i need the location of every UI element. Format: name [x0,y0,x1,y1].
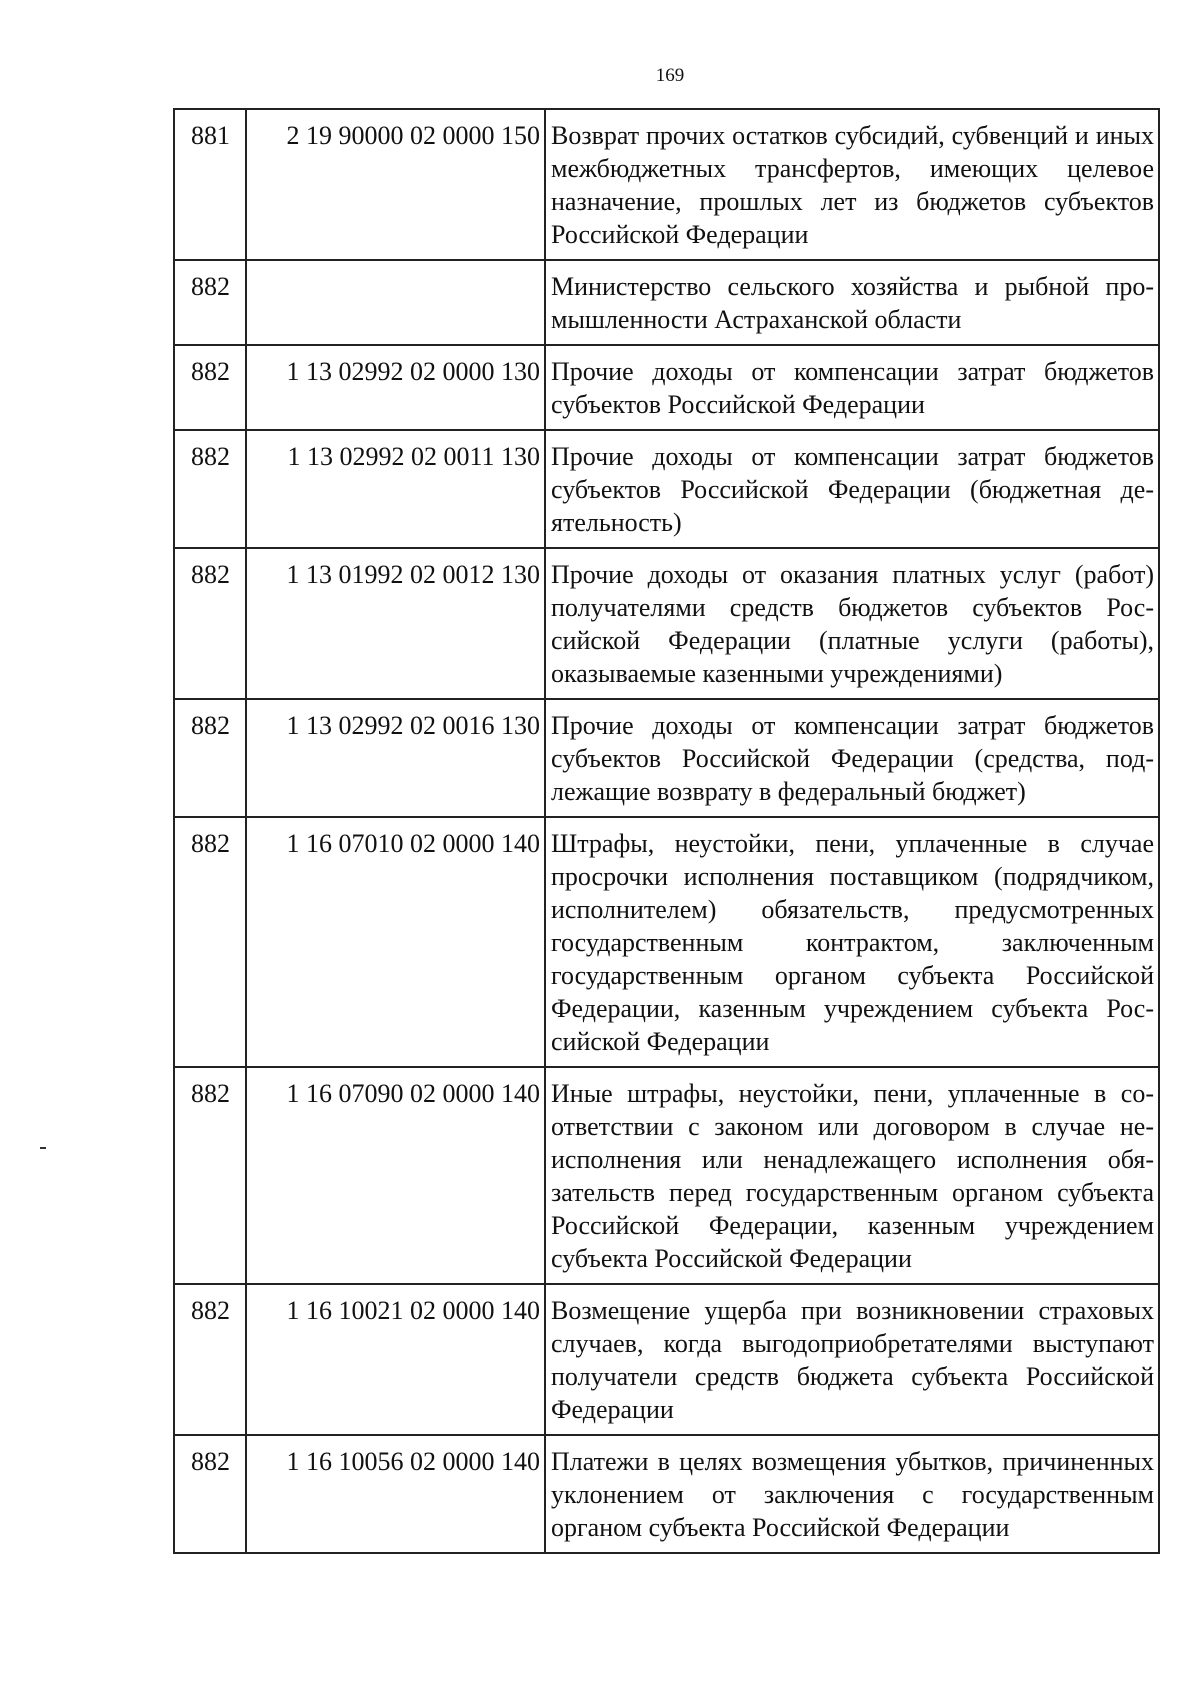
administrator-code-cell: 882 [174,345,246,430]
revenue-name-cell: Прочие доходы от компенсации затрат бюджетов субъектов Российской Федерации (бюджетная деятельность) [545,430,1159,548]
revenue-code-cell: 1 16 10021 02 0000 140 [246,1284,545,1435]
table-row [174,260,1159,345]
administrator-code-cell: 882 [174,1284,246,1435]
budget-codes-table [173,108,1160,1554]
revenue-name-cell: Возмещение ущерба при возникновении страховых случаев, когда выгодоприобретателями выступают получатели средств бюджета субъекта Российской Федерации [545,1284,1159,1435]
table-row [174,1284,1159,1435]
revenue-code-cell: 2 19 90000 02 0000 150 [246,109,545,260]
table-row [174,548,1159,699]
revenue-name-cell: Прочие доходы от компенсации затрат бюджетов субъектов Российской Федерации [545,345,1159,430]
table-row [174,699,1159,817]
administrator-code-cell: 882 [174,430,246,548]
revenue-code-cell: 1 16 07010 02 0000 140 [246,817,545,1067]
administrator-code-cell: 882 [174,260,246,345]
page-number: 169 [655,65,685,86]
revenue-code-cell: 1 13 01992 02 0012 130 [246,548,545,699]
revenue-name-cell: Возврат прочих остатков субсидий, субвенций и иных межбюджетных трансфертов, имеющих целевое назначение, прошлых лет из бюджетов субъектов Российской Федерации [545,109,1159,260]
administrator-code-cell: 881 [174,109,246,260]
table-row [174,109,1159,260]
table-row [174,817,1159,1067]
scan-artifact-mark [40,1147,46,1149]
administrator-code-cell: 882 [174,1435,246,1553]
revenue-name-cell: Прочие доходы от оказания платных услуг (работ) получателями средств бюджетов субъектов Российской Федерации (платные услуги (работы), оказываемые казенными учреждениями) [545,548,1159,699]
revenue-code-cell: 1 16 07090 02 0000 140 [246,1067,545,1284]
administrator-code-cell: 882 [174,699,246,817]
table-row [174,345,1159,430]
revenue-code-cell: 1 13 02992 02 0000 130 [246,345,545,430]
administrator-code-cell: 882 [174,1067,246,1284]
revenue-name-cell: Платежи в целях возмещения убытков, причиненных уклонением от заключения с государственным органом субъекта Российской Федерации [545,1435,1159,1553]
administrator-code-cell: 882 [174,548,246,699]
table-row [174,430,1159,548]
revenue-code-cell: 1 13 02992 02 0016 130 [246,699,545,817]
revenue-name-cell: Министерство сельского хозяйства и рыбной промышленности Астраханской области [545,260,1159,345]
revenue-name-cell: Прочие доходы от компенсации затрат бюджетов субъектов Российской Федерации (средства, подлежащие возврату в федеральный бюджет) [545,699,1159,817]
revenue-code-cell: 1 13 02992 02 0011 130 [246,430,545,548]
revenue-name-cell: Иные штрафы, неустойки, пени, уплаченные в соответствии с законом или договором в случае неисполнения или ненадлежащего исполнения обязательств перед государственным органом субъекта Российской Федерации, казенным учреждением субъекта Российской Федерации [545,1067,1159,1284]
revenue-code-cell [246,260,545,345]
table-row [174,1067,1159,1284]
revenue-code-cell: 1 16 10056 02 0000 140 [246,1435,545,1553]
administrator-code-cell: 882 [174,817,246,1067]
table-row [174,1435,1159,1553]
revenue-name-cell: Штрафы, неустойки, пени, уплаченные в случае просрочки исполнения поставщиком (подрядчиком, исполнителем) обязательств, предусмотренных государственным контрактом, заключенным государственным органом субъекта Российской Федерации, казенным учреждением субъекта Российской Федерации [545,817,1159,1067]
